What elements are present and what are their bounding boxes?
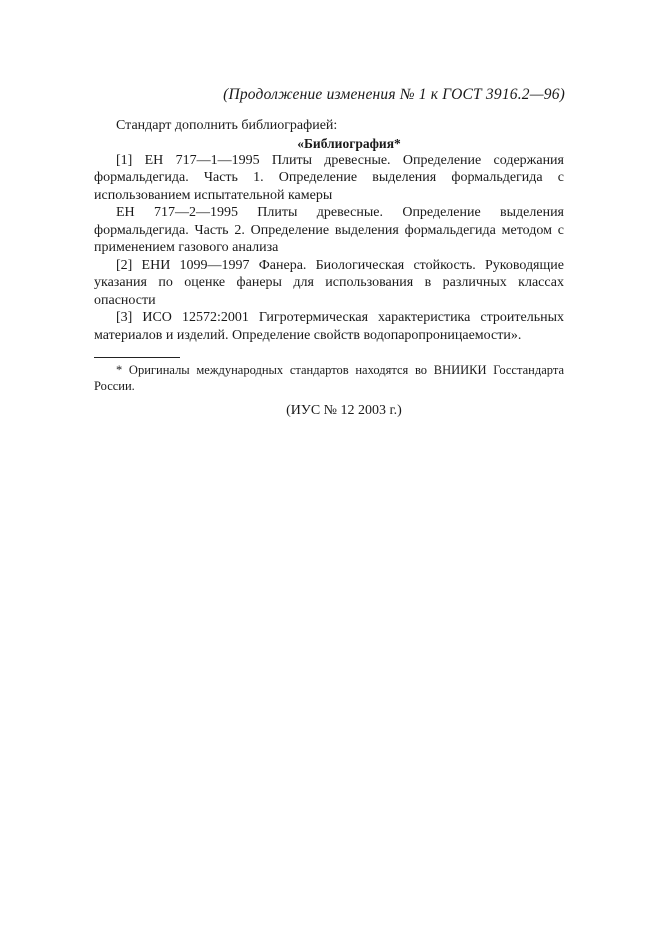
bibliography-entry: [1] ЕН 717—1—1995 Плиты древесные. Определение содержания формальдегида. Часть 1. Определение выделения формальдегида с использованием испытательной камеры — [94, 152, 564, 203]
bibliography-title: «Библиография* — [297, 135, 401, 151]
bibliography-entry: [3] ИСО 12572:2001 Гигротермическая характеристика строительных материалов и изделий. Определение свойств водопаропроницаемости». — [94, 310, 564, 343]
bibliography-entry: [2] ЕНИ 1099—1997 Фанера. Биологическая стойкость. Руководящие указания по оценке фанеры для использования в различных классах опасности — [94, 257, 564, 308]
document-body — [94, 117, 564, 420]
footnote: * Оригиналы международных стандартов находятся во ВНИИКИ Госстандарта России. — [94, 363, 564, 393]
footnote-divider — [94, 357, 180, 358]
intro-text: Стандарт дополнить библиографией: — [116, 118, 338, 133]
page-header: (Продолжение изменения № 1 к ГОСТ 3916.2—96) — [223, 86, 565, 103]
ius-reference: (ИУС № 12 2003 г.) — [286, 403, 402, 418]
bibliography-entry: ЕН 717—2—1995 Плиты древесные. Определение выделения формальдегида. Часть 2. Определение выделения формальдегида методом с применением газового анализа — [94, 205, 564, 255]
